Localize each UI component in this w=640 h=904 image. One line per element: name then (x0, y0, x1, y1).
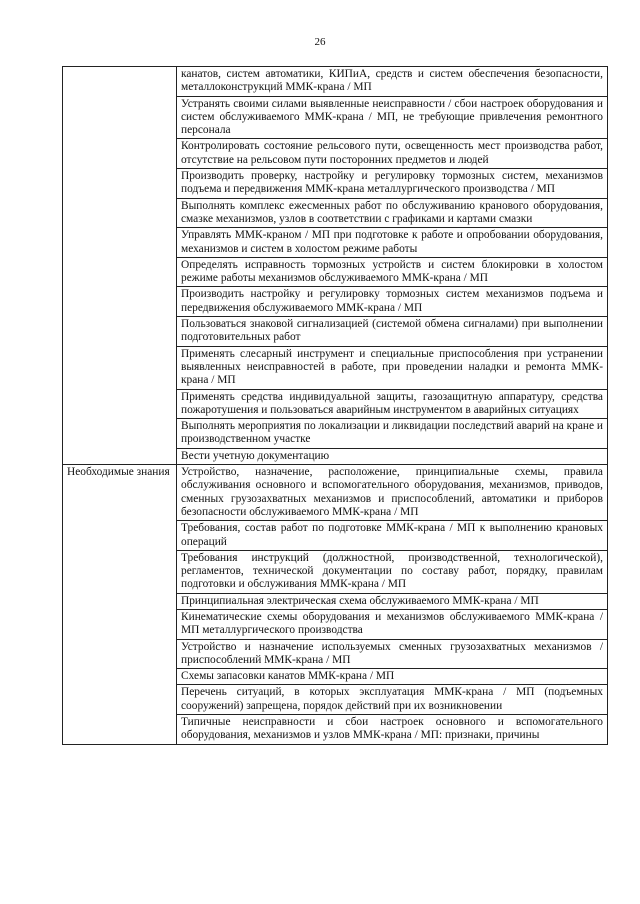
table-body (63, 67, 608, 745)
requirement-item: Применять средства индивидуальной защиты, газозащитную аппаратуру, средства пожаротушения и пользоваться аварийным инструментом в аварийных ситуациях (177, 389, 608, 419)
table-row (63, 465, 608, 521)
table-row (63, 67, 608, 97)
requirement-item: Требования инструкций (должностной, производственной, технологической), регламентов, технической документации по составу работ, порядку, правилам подготовки и обслуживания ММК-крана / МП (177, 550, 608, 593)
requirement-item: Принципиальная электрическая схема обслуживаемого ММК-крана / МП (177, 593, 608, 609)
requirement-item: Управлять ММК-краном / МП при подготовке к работе и опробовании оборудования, механизмов и систем в холостом режиме работы (177, 228, 608, 258)
requirement-item: Устройство, назначение, расположение, принципиальные схемы, правила обслуживания основного и вспомогательного оборудования, механизмов, приводов, сменных грузозахватных механизмов и приспособлений, автоматики и приборов безопасности обслуживаемого ММК-крана / МП (177, 465, 608, 521)
requirement-item: Схемы запасовки канатов ММК-крана / МП (177, 669, 608, 685)
section-label-cell-continued (63, 67, 177, 465)
requirement-item: Определять исправность тормозных устройств и систем блокировки в холостом режиме работы механизмов обслуживаемого ММК-крана / МП (177, 257, 608, 287)
requirement-item: Производить настройку и регулировку тормозных систем механизмов подъема и передвижения обслуживаемого ММК-крана / МП (177, 287, 608, 317)
requirement-item: Применять слесарный инструмент и специальные приспособления при устранении выявленных неисправностей в работе, при проведении наладки и ремонта ММК-крана / МП (177, 346, 608, 389)
requirement-item: Требования, состав работ по подготовке ММК-крана / МП к выполнению крановых операций (177, 521, 608, 551)
requirement-item: канатов, систем автоматики, КИПиА, средств и систем обеспечения безопасности, металлоконструкций ММК-крана / МП (177, 67, 608, 97)
requirement-item: Контролировать состояние рельсового пути, освещенность мест производства работ, отсутствие на рельсовом пути посторонних предметов и людей (177, 139, 608, 169)
requirement-item: Устранять своими силами выявленные неисправности / сбои настроек оборудования и систем обслуживаемого ММК-крана / МП, не требующие привлечения ремонтного персонала (177, 96, 608, 139)
requirement-item: Перечень ситуаций, в которых эксплуатация ММК-крана / МП (подъемных сооружений) запрещена, порядок действий при их возникновении (177, 685, 608, 715)
requirement-item: Кинематические схемы оборудования и механизмов обслуживаемого ММК-крана / МП металлургического производства (177, 609, 608, 639)
section-label: Необходимые знания (67, 466, 170, 479)
requirement-item: Устройство и назначение используемых сменных грузозахватных механизмов / приспособлений ММК-крана / МП (177, 639, 608, 669)
requirement-item: Выполнять мероприятия по локализации и ликвидации последствий аварий на кране и производственном участке (177, 419, 608, 449)
page-number: 26 (314, 36, 326, 48)
requirement-item: Производить проверку, настройку и регулировку тормозных систем, механизмов подъема и передвижения ММК-крана металлургического производства / МП (177, 169, 608, 199)
requirement-item: Типичные неисправности и сбои настроек основного и вспомогательного оборудования, механизмов и узлов ММК-крана / МП: признаки, причины (177, 715, 608, 745)
requirement-item: Выполнять комплекс ежесменных работ по обслуживанию кранового оборудования, смазке механизмов, узлов в соответствии с графиками и картами смазки (177, 198, 608, 228)
section-label-cell (63, 465, 177, 745)
requirement-item: Вести учетную документацию (177, 448, 608, 464)
requirements-table (62, 66, 608, 745)
requirement-item: Пользоваться знаковой сигнализацией (системой обмена сигналами) при выполнении подготовительных работ (177, 317, 608, 347)
